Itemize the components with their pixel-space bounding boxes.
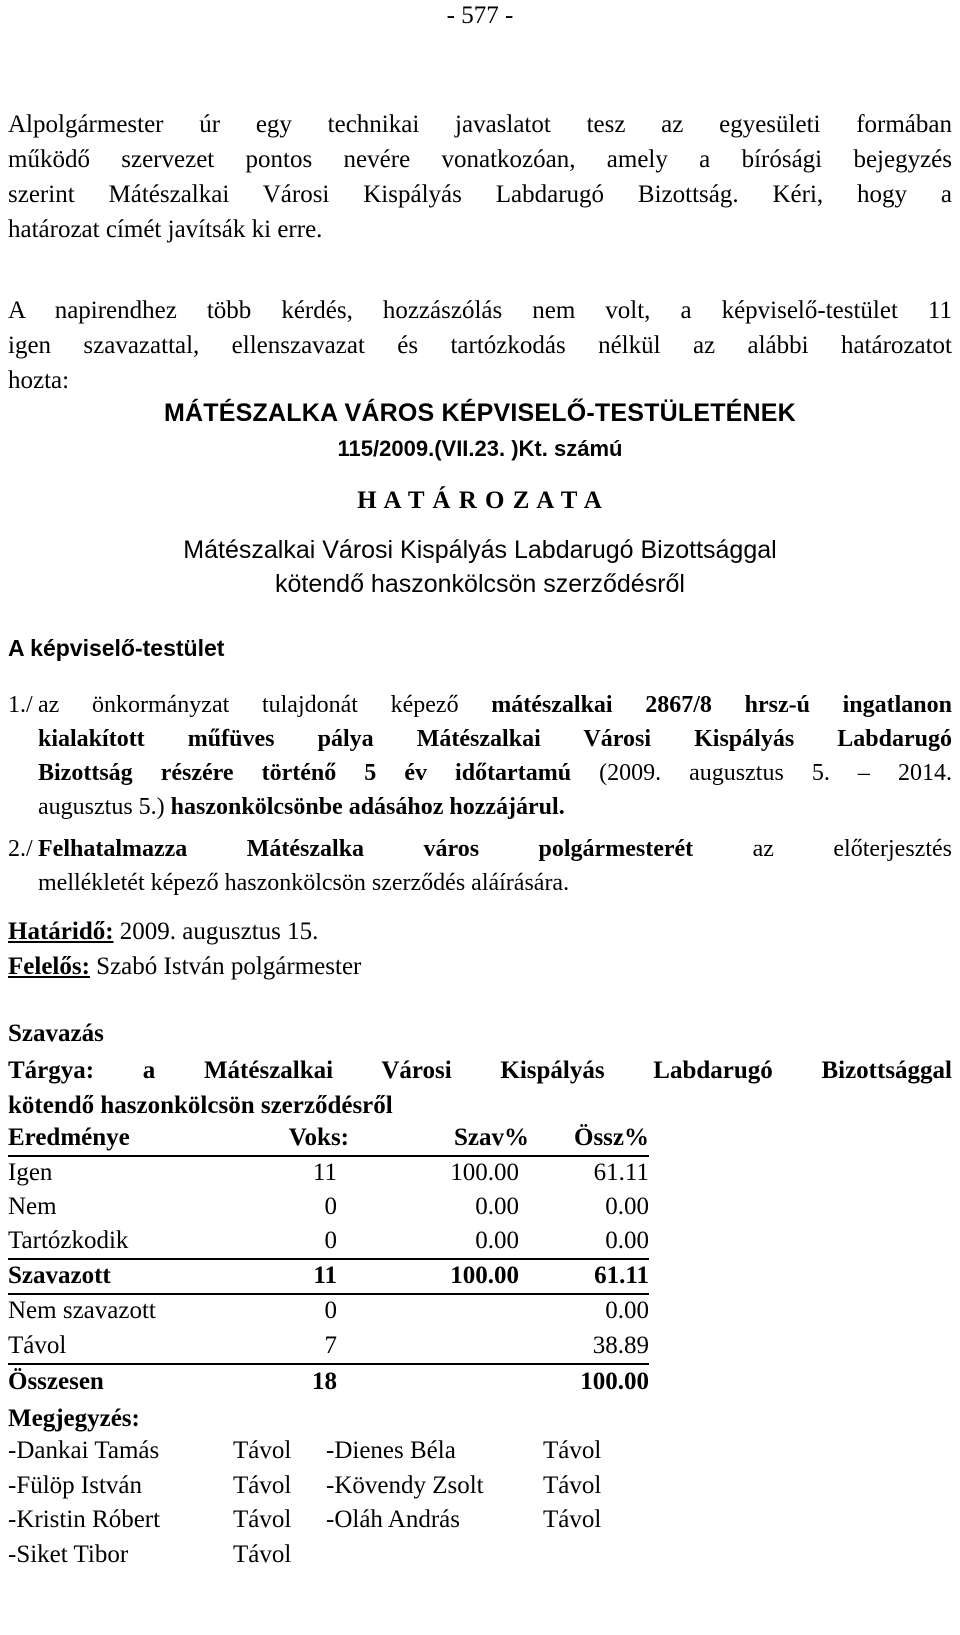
table-rule <box>8 1293 649 1295</box>
absentee-name: -Oláh András <box>326 1506 460 1533</box>
voting-header-row <box>8 1124 649 1158</box>
item-line <box>38 722 952 756</box>
row-label: Szavazott <box>8 1262 111 1289</box>
row-voks: 11 <box>313 1262 337 1289</box>
row-ossz: 0.00 <box>605 1193 649 1220</box>
vote-intro-line: A napirendhez több kérdés, hozzászólás nem volt, a képviselő-testület 11 <box>8 297 952 324</box>
bold-run: haszonkölcsönbe adásához hozzájárul. <box>170 794 565 820</box>
bold-run: Bizottság részére történő 5 év időtartamú <box>38 760 572 786</box>
resolution-body: MÁTÉSZALKA VÁROS KÉPVISELŐ-TESTÜLETÉNEK <box>164 399 796 427</box>
absentee-name: -Kristin Róbert <box>8 1506 161 1533</box>
absentee-name: -Kövendy Zsolt <box>326 1471 484 1499</box>
row-voks: 11 <box>312 1159 337 1186</box>
row-ossz: 0.00 <box>605 1227 649 1254</box>
intro-paragraph <box>8 107 952 247</box>
absentee-status: Távol <box>233 1437 292 1464</box>
table-rule <box>8 1258 649 1260</box>
text-run: mellékletét képező haszonkölcsön szerződés aláírására. <box>38 870 570 896</box>
voting-row <box>8 1227 649 1261</box>
item-number: 1./ <box>8 692 33 718</box>
row-label: Igen <box>8 1159 53 1186</box>
intro-line: működő szervezet pontos nevére vonatkozóan, amely a bírósági bejegyzés <box>8 146 952 173</box>
table-rule <box>8 1155 649 1157</box>
text-run: az előterjesztés <box>693 836 952 862</box>
row-ossz: 0.00 <box>605 1297 649 1324</box>
absentee-status: Távol <box>543 1506 602 1533</box>
resolution-number: 115/2009.(VII.23. )Kt. számú <box>337 436 623 461</box>
bold-run: mátészalkai 2867/8 hrsz-ú ingatlanon <box>491 692 952 718</box>
row-ossz: 61.11 <box>594 1262 649 1289</box>
resolution-actor: A képviselő-testület <box>8 635 225 661</box>
column-header: Össz% <box>574 1124 649 1151</box>
table-rule <box>8 1363 649 1365</box>
item-line <box>38 790 952 824</box>
row-szav: 100.00 <box>450 1159 519 1186</box>
column-header: Voks: <box>288 1124 349 1151</box>
row-label: Nem <box>8 1193 57 1220</box>
row-voks: 0 <box>324 1193 337 1220</box>
item-text <box>38 688 952 824</box>
resolution-subject-line: Mátészalkai Városi Kispályás Labdarugó Bizottsággal <box>183 536 777 564</box>
voting-row <box>8 1332 649 1366</box>
item-line <box>38 866 952 900</box>
row-label: Távol <box>8 1332 67 1359</box>
voting-row <box>8 1297 649 1331</box>
voting-subject-line: kötendő haszonkölcsön szerződésről <box>8 1092 393 1119</box>
absentee-status: Távol <box>233 1540 292 1568</box>
deadline <box>8 918 318 946</box>
absentee-status: Távol <box>543 1437 602 1464</box>
note-label: Megjegyzés: <box>8 1405 140 1432</box>
voting-row <box>8 1159 649 1193</box>
row-szav: 0.00 <box>475 1227 519 1254</box>
bold-run: Felhatalmazza Mátészalka város polgármesterét <box>38 836 694 862</box>
responsible-value: Szabó István polgármester <box>96 953 362 980</box>
row-szav: 0.00 <box>475 1193 519 1220</box>
deadline-value: 2009. augusztus 15. <box>119 918 319 945</box>
row-szav: 100.00 <box>450 1262 519 1289</box>
voting-subject <box>8 1053 952 1123</box>
row-voks: 18 <box>312 1368 337 1395</box>
intro-line: Alpolgármester úr egy technikai javaslatot tesz az egyesületi formában <box>8 111 952 138</box>
row-label: Tartózkodik <box>8 1227 129 1254</box>
vote-intro-line: hozta: <box>8 367 70 394</box>
voting-row <box>8 1193 649 1227</box>
item-number: 2./ <box>8 836 33 862</box>
page-number: - 577 - <box>446 2 514 29</box>
absentee-name: -Fülöp István <box>8 1471 143 1499</box>
row-ossz: 61.11 <box>593 1159 649 1186</box>
text-run: az önkormányzat tulajdonát képező <box>38 692 492 718</box>
absentee-name: -Dankai Tamás <box>8 1437 160 1464</box>
responsible <box>8 953 361 981</box>
text-run: (2009. augusztus 5. – 2014. <box>571 760 952 786</box>
voting-row <box>8 1262 649 1296</box>
bold-run: kialakított műfüves pálya Mátészalkai Városi Kispályás Labdarugó <box>38 726 952 752</box>
row-label: Összesen <box>8 1368 104 1395</box>
vote-intro-paragraph <box>8 293 952 398</box>
absentee-status: Távol <box>233 1506 292 1533</box>
row-voks: 7 <box>324 1332 337 1359</box>
voting-subject-line: Tárgya: a Mátészalkai Városi Kispályás Labdarugó Bizottsággal <box>8 1057 952 1084</box>
item-line <box>38 756 952 790</box>
intro-line: határozat címét javítsák ki erre. <box>8 216 323 243</box>
row-ossz: 100.00 <box>580 1368 649 1395</box>
text-run: augusztus 5.) <box>38 794 171 820</box>
item-line <box>38 688 952 722</box>
row-label: Nem szavazott <box>8 1297 156 1324</box>
row-ossz: 38.89 <box>592 1332 649 1359</box>
absentee-status: Távol <box>543 1471 602 1499</box>
vote-intro-line: igen szavazattal, ellenszavazat és tartózkodás nélkül az alábbi határozatot <box>8 332 952 359</box>
column-header: Szav% <box>454 1124 529 1151</box>
voting-heading: Szavazás <box>8 1020 104 1047</box>
resolution-subject-line: kötendő haszonkölcsön szerződésről <box>275 570 685 598</box>
item-text <box>38 832 952 900</box>
row-voks: 0 <box>324 1227 337 1254</box>
column-header: Eredménye <box>8 1124 130 1151</box>
responsible-label: Felelős: <box>8 953 90 980</box>
intro-line: szerint Mátészalkai Városi Kispályás Labdarugó Bizottság. Kéri, hogy a <box>8 181 952 208</box>
row-voks: 0 <box>324 1297 337 1324</box>
deadline-label: Határidő: <box>8 918 114 945</box>
absentee-name: -Siket Tibor <box>8 1540 129 1568</box>
resolution-title: H A T Á R O Z A T A <box>357 487 603 514</box>
voting-row <box>8 1368 649 1402</box>
absentee-status: Távol <box>233 1471 292 1499</box>
item-line <box>38 832 952 866</box>
absentee-name: -Dienes Béla <box>326 1437 456 1464</box>
